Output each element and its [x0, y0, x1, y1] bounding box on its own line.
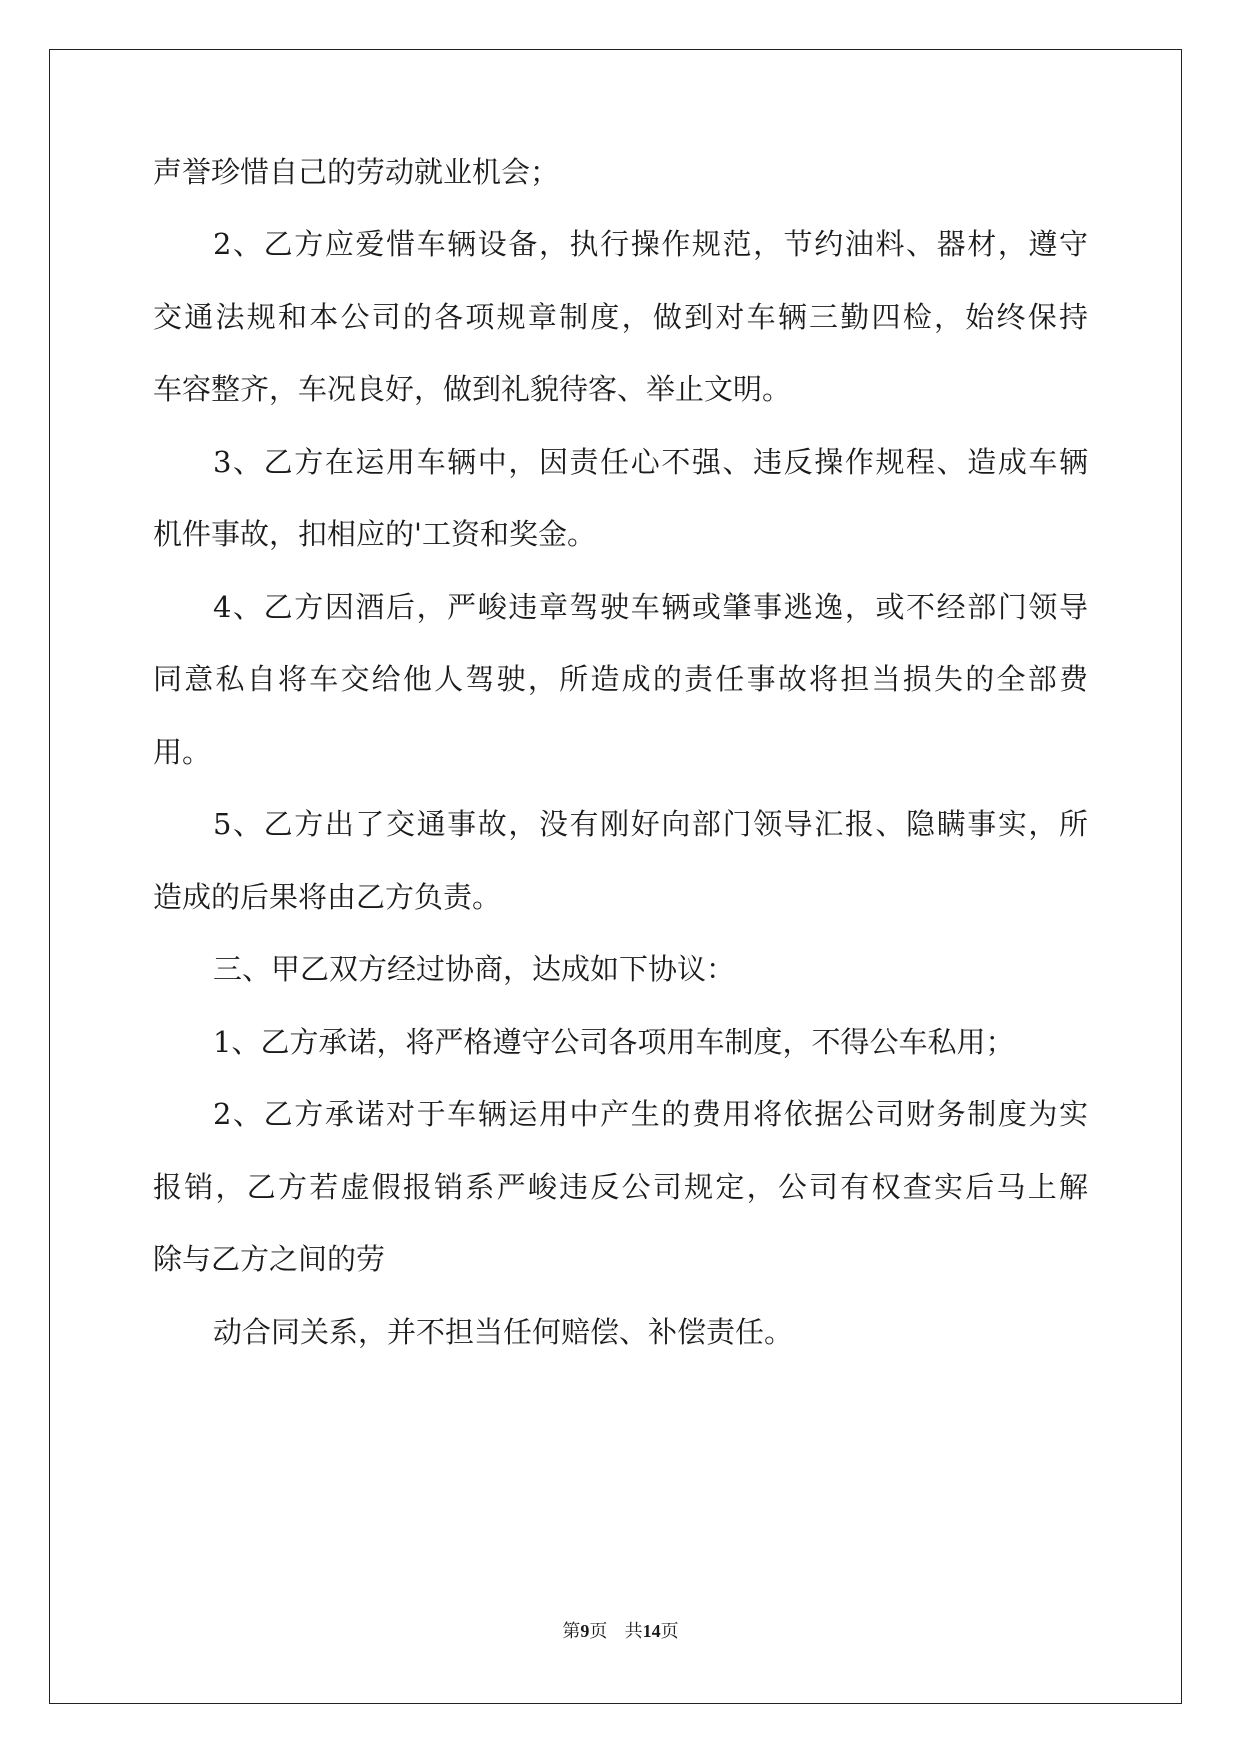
paragraph-3-line: 3、乙方在运用车辆中，因责任心不强、违反操作规程、造成车辆 — [213, 445, 1088, 479]
paragraph-4-line: 同意私自将车交给他人驾驶，所造成的责任事故将担当损失的全部费 — [153, 662, 1088, 696]
text-line: 声誉珍惜自己的劳动就业机会； — [153, 155, 560, 189]
paragraph-2-line: 交通法规和本公司的各项规章制度，做到对车辆三勤四检，始终保持 — [153, 300, 1088, 334]
footer-page-suffix: 页 — [589, 1621, 608, 1642]
page-footer — [0, 1619, 1241, 1644]
agreement-item-2-line: 除与乙方之间的劳 — [153, 1242, 386, 1276]
page-number: 9 — [580, 1621, 590, 1641]
footer-prefix: 第 — [562, 1621, 581, 1642]
paragraph-2-line: 2、乙方应爱惜车辆设备，执行操作规范，节约油料、器材，遵守 — [213, 227, 1088, 261]
agreement-item-2-continuation: 动合同关系，并不担当任何赔偿、补偿责任。 — [213, 1315, 794, 1349]
footer-total-suffix: 页 — [660, 1621, 679, 1642]
section-heading: 三、甲乙双方经过协商，达成如下协议： — [213, 952, 736, 986]
agreement-item-2-line: 2、乙方承诺对于车辆运用中产生的费用将依据公司财务制度为实 — [213, 1097, 1088, 1131]
paragraph-2-line: 车容整齐，车况良好，做到礼貌待客、举止文明。 — [153, 372, 792, 406]
agreement-item-2-line: 报销，乙方若虚假报销系严峻违反公司规定，公司有权查实后马上解 — [153, 1170, 1088, 1204]
total-pages: 14 — [642, 1621, 661, 1641]
paragraph-5-line: 5、乙方出了交通事故，没有刚好向部门领导汇报、隐瞒事实，所 — [213, 807, 1088, 841]
paragraph-5-line: 造成的后果将由乙方负责。 — [153, 880, 502, 914]
paragraph-4-line: 用。 — [153, 735, 212, 769]
agreement-item-1: 1、乙方承诺，将严格遵守公司各项用车制度，不得公车私用； — [213, 1025, 1015, 1059]
paragraph-3-line: 机件事故，扣相应的'工资和奖金。 — [153, 517, 596, 551]
paragraph-4-line: 4、乙方因酒后，严峻违章驾驶车辆或肇事逃逸，或不经部门领导 — [213, 590, 1088, 624]
footer-total-prefix: 共 — [624, 1621, 643, 1642]
